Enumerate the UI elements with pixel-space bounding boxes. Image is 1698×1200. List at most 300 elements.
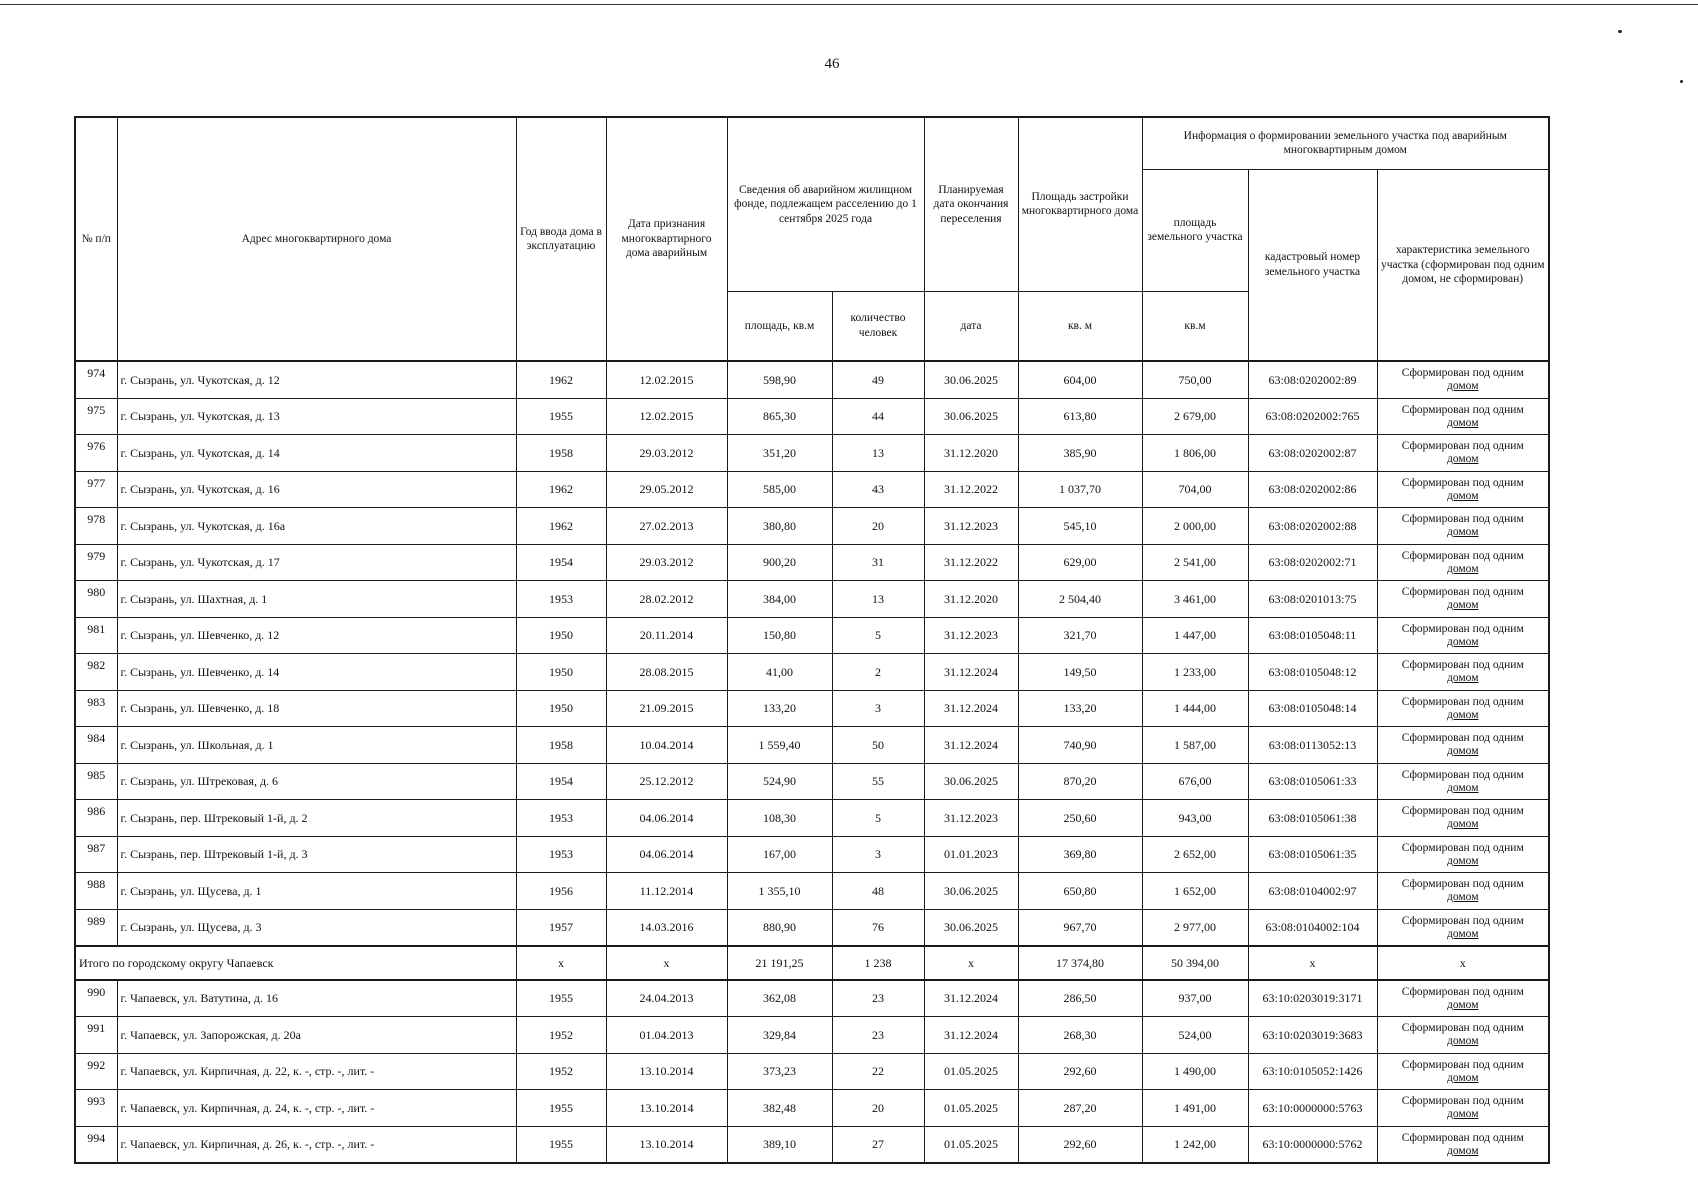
row-address: г. Сызрань, ул. Чукотская, д. 17 bbox=[117, 544, 516, 581]
characteristic-line-2: домом bbox=[1447, 526, 1479, 539]
col-header-build-area-unit: кв. м bbox=[1018, 291, 1142, 361]
col-header-land-area: площадь земельного участка bbox=[1142, 169, 1248, 291]
row-land-characteristic bbox=[1377, 1053, 1549, 1090]
row-address: г. Чапаевск, ул. Кирпичная, д. 24, к. -, стр. -, лит. - bbox=[117, 1090, 516, 1127]
row-land-area: 2 000,00 bbox=[1142, 508, 1248, 545]
row-year: 1955 bbox=[516, 398, 606, 435]
col-header-area: площадь, кв.м bbox=[727, 291, 832, 361]
table-row bbox=[75, 398, 1549, 435]
row-year: 1955 bbox=[516, 1090, 606, 1127]
characteristic-line-2: домом bbox=[1447, 708, 1479, 721]
table-row bbox=[75, 1017, 1549, 1054]
row-area: 380,80 bbox=[727, 508, 832, 545]
row-area: 373,23 bbox=[727, 1053, 832, 1090]
total-land-area: 50 394,00 bbox=[1142, 946, 1248, 980]
characteristic-line-1: Сформирован под одним bbox=[1401, 549, 1524, 562]
row-land-characteristic bbox=[1377, 836, 1549, 873]
row-planned-date: 30.06.2025 bbox=[924, 361, 1018, 398]
top-scan-border bbox=[0, 4, 1698, 5]
row-address: г. Сызрань, ул. Шевченко, д. 12 bbox=[117, 617, 516, 654]
row-people: 13 bbox=[832, 435, 924, 472]
row-number: 980 bbox=[75, 581, 117, 618]
row-date-recognized: 12.02.2015 bbox=[606, 398, 727, 435]
row-planned-date: 30.06.2025 bbox=[924, 763, 1018, 800]
row-cadastral: 63:08:0105048:14 bbox=[1248, 690, 1377, 727]
row-area: 524,90 bbox=[727, 763, 832, 800]
characteristic-line-2: домом bbox=[1447, 635, 1479, 648]
row-planned-date: 01.05.2025 bbox=[924, 1090, 1018, 1127]
row-people: 55 bbox=[832, 763, 924, 800]
row-number: 993 bbox=[75, 1090, 117, 1127]
row-land-area: 2 541,00 bbox=[1142, 544, 1248, 581]
row-land-characteristic bbox=[1377, 873, 1549, 910]
total-build-area: 17 374,80 bbox=[1018, 946, 1142, 980]
row-land-characteristic bbox=[1377, 690, 1549, 727]
row-area: 880,90 bbox=[727, 909, 832, 946]
row-area: 598,90 bbox=[727, 361, 832, 398]
row-build-area: 149,50 bbox=[1018, 654, 1142, 691]
row-planned-date: 01.05.2025 bbox=[924, 1053, 1018, 1090]
row-planned-date: 01.01.2023 bbox=[924, 836, 1018, 873]
row-address: г. Сызрань, ул. Шевченко, д. 18 bbox=[117, 690, 516, 727]
table-row bbox=[75, 1126, 1549, 1163]
scan-speck bbox=[1618, 30, 1622, 33]
row-build-area: 385,90 bbox=[1018, 435, 1142, 472]
row-people: 43 bbox=[832, 471, 924, 508]
table-total bbox=[75, 946, 1549, 980]
row-cadastral: 63:08:0202002:88 bbox=[1248, 508, 1377, 545]
row-address: г. Чапаевск, ул. Кирпичная, д. 26, к. -, стр. -, лит. - bbox=[117, 1126, 516, 1163]
table-row bbox=[75, 1090, 1549, 1127]
row-build-area: 629,00 bbox=[1018, 544, 1142, 581]
row-date-recognized: 13.10.2014 bbox=[606, 1090, 727, 1127]
characteristic-line-2: домом bbox=[1447, 745, 1479, 758]
row-cadastral: 63:10:0105052:1426 bbox=[1248, 1053, 1377, 1090]
row-year: 1952 bbox=[516, 1017, 606, 1054]
total-planned: х bbox=[924, 946, 1018, 980]
row-number: 987 bbox=[75, 836, 117, 873]
row-year: 1957 bbox=[516, 909, 606, 946]
row-people: 2 bbox=[832, 654, 924, 691]
row-planned-date: 30.06.2025 bbox=[924, 398, 1018, 435]
row-build-area: 604,00 bbox=[1018, 361, 1142, 398]
row-land-area: 1 652,00 bbox=[1142, 873, 1248, 910]
row-people: 23 bbox=[832, 980, 924, 1017]
col-header-land-characteristic: характеристика земельного участка (сформирован под одним домом, не сформирован) bbox=[1377, 169, 1549, 361]
row-year: 1953 bbox=[516, 581, 606, 618]
total-area: 21 191,25 bbox=[727, 946, 832, 980]
col-header-year: Год ввода дома в эксплуатацию bbox=[516, 117, 606, 361]
row-cadastral: 63:10:0000000:5762 bbox=[1248, 1126, 1377, 1163]
row-land-area: 3 461,00 bbox=[1142, 581, 1248, 618]
row-cadastral: 63:10:0000000:5763 bbox=[1248, 1090, 1377, 1127]
row-land-area: 676,00 bbox=[1142, 763, 1248, 800]
characteristic-line-2: домом bbox=[1447, 672, 1479, 685]
row-planned-date: 01.05.2025 bbox=[924, 1126, 1018, 1163]
row-build-area: 1 037,70 bbox=[1018, 471, 1142, 508]
row-year: 1962 bbox=[516, 471, 606, 508]
row-date-recognized: 24.04.2013 bbox=[606, 980, 727, 1017]
row-land-characteristic bbox=[1377, 508, 1549, 545]
row-build-area: 613,80 bbox=[1018, 398, 1142, 435]
row-date-recognized: 21.09.2015 bbox=[606, 690, 727, 727]
row-land-characteristic bbox=[1377, 398, 1549, 435]
row-people: 20 bbox=[832, 508, 924, 545]
characteristic-line-1: Сформирован под одним bbox=[1401, 695, 1524, 708]
row-cadastral: 63:08:0104002:104 bbox=[1248, 909, 1377, 946]
row-date-recognized: 25.12.2012 bbox=[606, 763, 727, 800]
row-land-characteristic bbox=[1377, 654, 1549, 691]
table-row bbox=[75, 873, 1549, 910]
row-address: г. Сызрань, пер. Штрековый 1-й, д. 2 bbox=[117, 800, 516, 837]
characteristic-line-2: домом bbox=[1447, 818, 1479, 831]
row-address: г. Чапаевск, ул. Запорожская, д. 20а bbox=[117, 1017, 516, 1054]
row-land-characteristic bbox=[1377, 1017, 1549, 1054]
total-label: Итого по городскому округу Чапаевск bbox=[75, 946, 516, 980]
row-number: 977 bbox=[75, 471, 117, 508]
row-build-area: 870,20 bbox=[1018, 763, 1142, 800]
row-land-area: 2 679,00 bbox=[1142, 398, 1248, 435]
row-number: 974 bbox=[75, 361, 117, 398]
row-year: 1950 bbox=[516, 690, 606, 727]
row-land-characteristic bbox=[1377, 1090, 1549, 1127]
row-cadastral: 63:08:0104002:97 bbox=[1248, 873, 1377, 910]
row-date-recognized: 28.02.2012 bbox=[606, 581, 727, 618]
row-date-recognized: 20.11.2014 bbox=[606, 617, 727, 654]
row-area: 329,84 bbox=[727, 1017, 832, 1054]
row-number: 975 bbox=[75, 398, 117, 435]
row-people: 23 bbox=[832, 1017, 924, 1054]
row-planned-date: 31.12.2024 bbox=[924, 727, 1018, 764]
characteristic-line-2: домом bbox=[1447, 562, 1479, 575]
row-date-recognized: 04.06.2014 bbox=[606, 800, 727, 837]
row-people: 3 bbox=[832, 690, 924, 727]
row-planned-date: 31.12.2022 bbox=[924, 471, 1018, 508]
row-land-characteristic bbox=[1377, 435, 1549, 472]
row-address: г. Сызрань, ул. Школьная, д. 1 bbox=[117, 727, 516, 764]
row-people: 20 bbox=[832, 1090, 924, 1127]
row-planned-date: 31.12.2023 bbox=[924, 508, 1018, 545]
characteristic-line-2: домом bbox=[1447, 599, 1479, 612]
row-people: 31 bbox=[832, 544, 924, 581]
row-land-area: 524,00 bbox=[1142, 1017, 1248, 1054]
characteristic-line-1: Сформирован под одним bbox=[1401, 622, 1524, 635]
row-number: 979 bbox=[75, 544, 117, 581]
row-number: 982 bbox=[75, 654, 117, 691]
row-cadastral: 63:08:0202002:87 bbox=[1248, 435, 1377, 472]
row-land-characteristic bbox=[1377, 617, 1549, 654]
row-land-characteristic bbox=[1377, 980, 1549, 1017]
row-land-characteristic bbox=[1377, 471, 1549, 508]
table-row bbox=[75, 508, 1549, 545]
row-year: 1956 bbox=[516, 873, 606, 910]
row-cadastral: 63:10:0203019:3683 bbox=[1248, 1017, 1377, 1054]
characteristic-line-1: Сформирован под одним bbox=[1401, 805, 1524, 818]
row-address: г. Сызрань, ул. Щусева, д. 3 bbox=[117, 909, 516, 946]
row-cadastral: 63:08:0113052:13 bbox=[1248, 727, 1377, 764]
characteristic-line-2: домом bbox=[1447, 781, 1479, 794]
row-area: 150,80 bbox=[727, 617, 832, 654]
characteristic-line-2: домом bbox=[1447, 998, 1479, 1011]
row-area: 1 559,40 bbox=[727, 727, 832, 764]
characteristic-line-1: Сформирован под одним bbox=[1401, 841, 1524, 854]
table-row bbox=[75, 800, 1549, 837]
row-number: 994 bbox=[75, 1126, 117, 1163]
row-address: г. Сызрань, ул. Чукотская, д. 16 bbox=[117, 471, 516, 508]
table-row bbox=[75, 1053, 1549, 1090]
row-people: 50 bbox=[832, 727, 924, 764]
row-build-area: 292,60 bbox=[1018, 1126, 1142, 1163]
characteristic-line-1: Сформирован под одним bbox=[1401, 1131, 1524, 1144]
row-date-recognized: 14.03.2016 bbox=[606, 909, 727, 946]
row-year: 1955 bbox=[516, 980, 606, 1017]
characteristic-line-1: Сформирован под одним bbox=[1401, 914, 1524, 927]
row-land-area: 1 490,00 bbox=[1142, 1053, 1248, 1090]
row-land-characteristic bbox=[1377, 361, 1549, 398]
row-planned-date: 31.12.2020 bbox=[924, 581, 1018, 618]
row-area: 41,00 bbox=[727, 654, 832, 691]
row-land-area: 704,00 bbox=[1142, 471, 1248, 508]
table-row bbox=[75, 654, 1549, 691]
table-header bbox=[75, 117, 1549, 361]
row-year: 1962 bbox=[516, 508, 606, 545]
characteristic-line-2: домом bbox=[1447, 1035, 1479, 1048]
row-build-area: 250,60 bbox=[1018, 800, 1142, 837]
page-number: 46 bbox=[824, 56, 840, 72]
row-land-characteristic bbox=[1377, 581, 1549, 618]
row-planned-date: 31.12.2024 bbox=[924, 690, 1018, 727]
row-area: 362,08 bbox=[727, 980, 832, 1017]
col-header-address: Адрес многоквартирного дома bbox=[117, 117, 516, 361]
characteristic-line-2: домом bbox=[1447, 416, 1479, 429]
row-date-recognized: 13.10.2014 bbox=[606, 1053, 727, 1090]
row-planned-date: 31.12.2024 bbox=[924, 654, 1018, 691]
row-area: 108,30 bbox=[727, 800, 832, 837]
table-body-chapaevsk bbox=[75, 980, 1549, 1164]
row-land-area: 1 806,00 bbox=[1142, 435, 1248, 472]
row-land-characteristic bbox=[1377, 727, 1549, 764]
row-cadastral: 63:08:0105061:33 bbox=[1248, 763, 1377, 800]
row-address: г. Сызрань, ул. Щусева, д. 1 bbox=[117, 873, 516, 910]
characteristic-line-1: Сформирован под одним bbox=[1401, 586, 1524, 599]
characteristic-line-1: Сформирован под одним bbox=[1401, 985, 1524, 998]
total-characteristic: х bbox=[1377, 946, 1549, 980]
row-area: 585,00 bbox=[727, 471, 832, 508]
characteristic-line-2: домом bbox=[1447, 1108, 1479, 1121]
row-land-area: 1 242,00 bbox=[1142, 1126, 1248, 1163]
row-planned-date: 31.12.2024 bbox=[924, 980, 1018, 1017]
row-land-characteristic bbox=[1377, 909, 1549, 946]
row-area: 389,10 bbox=[727, 1126, 832, 1163]
col-header-build-area: Площадь застройки многоквартирного дома bbox=[1018, 117, 1142, 291]
characteristic-line-1: Сформирован под одним bbox=[1401, 403, 1524, 416]
table-row bbox=[75, 727, 1549, 764]
characteristic-line-2: домом bbox=[1447, 1071, 1479, 1084]
characteristic-line-1: Сформирован под одним bbox=[1401, 367, 1524, 380]
characteristic-line-1: Сформирован под одним bbox=[1401, 659, 1524, 672]
row-people: 27 bbox=[832, 1126, 924, 1163]
row-people: 5 bbox=[832, 617, 924, 654]
table-row bbox=[75, 471, 1549, 508]
row-date-recognized: 29.05.2012 bbox=[606, 471, 727, 508]
table-row bbox=[75, 361, 1549, 398]
row-area: 900,20 bbox=[727, 544, 832, 581]
row-planned-date: 31.12.2023 bbox=[924, 800, 1018, 837]
row-address: г. Сызрань, ул. Чукотская, д. 12 bbox=[117, 361, 516, 398]
col-header-date-recognized: Дата признания многоквартирного дома аварийным bbox=[606, 117, 727, 361]
characteristic-line-2: домом bbox=[1447, 927, 1479, 940]
row-build-area: 740,90 bbox=[1018, 727, 1142, 764]
total-row bbox=[75, 946, 1549, 980]
row-land-characteristic bbox=[1377, 800, 1549, 837]
row-people: 22 bbox=[832, 1053, 924, 1090]
col-header-cadastral: кадастровый номер земельного участка bbox=[1248, 169, 1377, 361]
row-cadastral: 63:08:0105061:35 bbox=[1248, 836, 1377, 873]
table-row bbox=[75, 435, 1549, 472]
row-date-recognized: 01.04.2013 bbox=[606, 1017, 727, 1054]
row-people: 5 bbox=[832, 800, 924, 837]
row-year: 1954 bbox=[516, 544, 606, 581]
col-header-fund-group: Сведения об аварийном жилищном фонде, подлежащем расселению до 1 сентября 2025 года bbox=[727, 117, 924, 291]
row-area: 167,00 bbox=[727, 836, 832, 873]
row-date-recognized: 04.06.2014 bbox=[606, 836, 727, 873]
row-build-area: 369,80 bbox=[1018, 836, 1142, 873]
row-area: 384,00 bbox=[727, 581, 832, 618]
row-address: г. Сызрань, ул. Чукотская, д. 16а bbox=[117, 508, 516, 545]
row-cadastral: 63:08:0105048:11 bbox=[1248, 617, 1377, 654]
row-number: 990 bbox=[75, 980, 117, 1017]
row-cadastral: 63:10:0203019:3171 bbox=[1248, 980, 1377, 1017]
row-build-area: 292,60 bbox=[1018, 1053, 1142, 1090]
row-land-area: 1 447,00 bbox=[1142, 617, 1248, 654]
row-land-area: 943,00 bbox=[1142, 800, 1248, 837]
characteristic-line-1: Сформирован под одним bbox=[1401, 513, 1524, 526]
row-people: 76 bbox=[832, 909, 924, 946]
row-build-area: 650,80 bbox=[1018, 873, 1142, 910]
row-build-area: 2 504,40 bbox=[1018, 581, 1142, 618]
row-area: 1 355,10 bbox=[727, 873, 832, 910]
total-date: х bbox=[606, 946, 727, 980]
row-year: 1953 bbox=[516, 800, 606, 837]
row-cadastral: 63:08:0201013:75 bbox=[1248, 581, 1377, 618]
row-date-recognized: 10.04.2014 bbox=[606, 727, 727, 764]
row-cadastral: 63:08:0105048:12 bbox=[1248, 654, 1377, 691]
row-area: 351,20 bbox=[727, 435, 832, 472]
row-address: г. Сызрань, ул. Шахтная, д. 1 bbox=[117, 581, 516, 618]
characteristic-line-1: Сформирован под одним bbox=[1401, 878, 1524, 891]
row-planned-date: 31.12.2023 bbox=[924, 617, 1018, 654]
row-number: 981 bbox=[75, 617, 117, 654]
row-land-characteristic bbox=[1377, 1126, 1549, 1163]
characteristic-line-2: домом bbox=[1447, 1144, 1479, 1157]
row-cadastral: 63:08:0202002:71 bbox=[1248, 544, 1377, 581]
emergency-housing-table bbox=[74, 116, 1550, 1164]
row-address: г. Сызрань, ул. Чукотская, д. 13 bbox=[117, 398, 516, 435]
row-year: 1958 bbox=[516, 727, 606, 764]
row-year: 1953 bbox=[516, 836, 606, 873]
table-row bbox=[75, 980, 1549, 1017]
col-header-planned-sub: дата bbox=[924, 291, 1018, 361]
row-address: г. Сызрань, ул. Шевченко, д. 14 bbox=[117, 654, 516, 691]
characteristic-line-2: домом bbox=[1447, 380, 1479, 393]
characteristic-line-1: Сформирован под одним bbox=[1401, 476, 1524, 489]
row-date-recognized: 11.12.2014 bbox=[606, 873, 727, 910]
row-people: 48 bbox=[832, 873, 924, 910]
row-land-area: 1 587,00 bbox=[1142, 727, 1248, 764]
col-header-num: № п/п bbox=[75, 117, 117, 361]
row-year: 1952 bbox=[516, 1053, 606, 1090]
table-row bbox=[75, 544, 1549, 581]
row-year: 1962 bbox=[516, 361, 606, 398]
row-date-recognized: 29.03.2012 bbox=[606, 544, 727, 581]
row-address: г. Сызрань, пер. Штрековый 1-й, д. 3 bbox=[117, 836, 516, 873]
total-year: х bbox=[516, 946, 606, 980]
table-row bbox=[75, 617, 1549, 654]
row-planned-date: 31.12.2024 bbox=[924, 1017, 1018, 1054]
row-year: 1950 bbox=[516, 654, 606, 691]
row-people: 3 bbox=[832, 836, 924, 873]
row-number: 985 bbox=[75, 763, 117, 800]
row-people: 13 bbox=[832, 581, 924, 618]
characteristic-line-2: домом bbox=[1447, 891, 1479, 904]
row-build-area: 321,70 bbox=[1018, 617, 1142, 654]
row-land-area: 937,00 bbox=[1142, 980, 1248, 1017]
row-build-area: 286,50 bbox=[1018, 980, 1142, 1017]
col-header-people: количество человек bbox=[832, 291, 924, 361]
row-land-area: 1 491,00 bbox=[1142, 1090, 1248, 1127]
row-area: 382,48 bbox=[727, 1090, 832, 1127]
row-cadastral: 63:08:0202002:765 bbox=[1248, 398, 1377, 435]
row-build-area: 545,10 bbox=[1018, 508, 1142, 545]
row-number: 984 bbox=[75, 727, 117, 764]
characteristic-line-1: Сформирован под одним bbox=[1401, 1095, 1524, 1108]
row-date-recognized: 27.02.2013 bbox=[606, 508, 727, 545]
row-number: 988 bbox=[75, 873, 117, 910]
col-header-land-group: Информация о формировании земельного участка под аварийным многоквартирным домом bbox=[1142, 117, 1549, 169]
row-number: 986 bbox=[75, 800, 117, 837]
total-cadastral: х bbox=[1248, 946, 1377, 980]
row-land-area: 2 652,00 bbox=[1142, 836, 1248, 873]
total-people: 1 238 bbox=[832, 946, 924, 980]
row-number: 992 bbox=[75, 1053, 117, 1090]
characteristic-line-1: Сформирован под одним bbox=[1401, 732, 1524, 745]
table-body-syzran bbox=[75, 361, 1549, 946]
row-land-area: 1 444,00 bbox=[1142, 690, 1248, 727]
row-address: г. Сызрань, ул. Штрековая, д. 6 bbox=[117, 763, 516, 800]
characteristic-line-2: домом bbox=[1447, 453, 1479, 466]
row-address: г. Чапаевск, ул. Ватутина, д. 16 bbox=[117, 980, 516, 1017]
col-header-land-area-unit: кв.м bbox=[1142, 291, 1248, 361]
row-planned-date: 31.12.2022 bbox=[924, 544, 1018, 581]
row-people: 49 bbox=[832, 361, 924, 398]
table-row bbox=[75, 581, 1549, 618]
row-land-area: 2 977,00 bbox=[1142, 909, 1248, 946]
row-number: 983 bbox=[75, 690, 117, 727]
row-area: 865,30 bbox=[727, 398, 832, 435]
table-row bbox=[75, 690, 1549, 727]
row-build-area: 967,70 bbox=[1018, 909, 1142, 946]
table-row bbox=[75, 909, 1549, 946]
scan-speck bbox=[1680, 80, 1683, 83]
row-year: 1958 bbox=[516, 435, 606, 472]
row-cadastral: 63:08:0202002:86 bbox=[1248, 471, 1377, 508]
row-build-area: 133,20 bbox=[1018, 690, 1142, 727]
characteristic-line-1: Сформирован под одним bbox=[1401, 1058, 1524, 1071]
row-number: 991 bbox=[75, 1017, 117, 1054]
row-area: 133,20 bbox=[727, 690, 832, 727]
row-cadastral: 63:08:0105061:38 bbox=[1248, 800, 1377, 837]
row-address: г. Чапаевск, ул. Кирпичная, д. 22, к. -, стр. -, лит. - bbox=[117, 1053, 516, 1090]
